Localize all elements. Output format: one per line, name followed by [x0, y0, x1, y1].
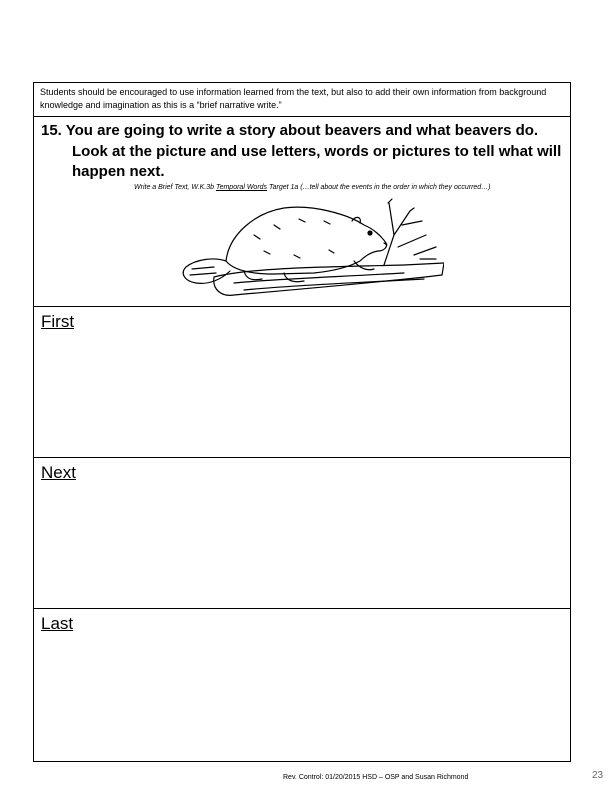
first-section[interactable] [33, 307, 571, 458]
question-text: 15. You are going to write a story about beavers and what beavers do. Look at the picture and use letters, words or pictures to tell what will happen next. [41, 122, 562, 180]
next-label: Next [41, 463, 76, 482]
teacher-note: Students should be encouraged to use information learned from the text, but also to add their own information from background knowledge and imagination as this is a “brief narrative write.” [33, 82, 571, 117]
beaver-illustration [174, 195, 444, 303]
next-section[interactable] [33, 458, 571, 609]
standard-underlined: Temporal Words [215, 184, 268, 191]
last-label: Last [41, 614, 74, 633]
question-box [33, 117, 571, 307]
page-number: 23 [592, 770, 604, 781]
revision-footer: Rev. Control: 01/20/2015 HSD – OSP and Susan Richmond [283, 774, 469, 781]
first-label: First [41, 312, 75, 331]
standard-suffix: Target 1a (…tell about the events in the order in which they occurred…) [267, 184, 491, 191]
last-section[interactable] [33, 609, 571, 762]
standard-reference [134, 184, 569, 191]
standard-prefix: Write a Brief Text, W.K.3b [134, 184, 216, 191]
